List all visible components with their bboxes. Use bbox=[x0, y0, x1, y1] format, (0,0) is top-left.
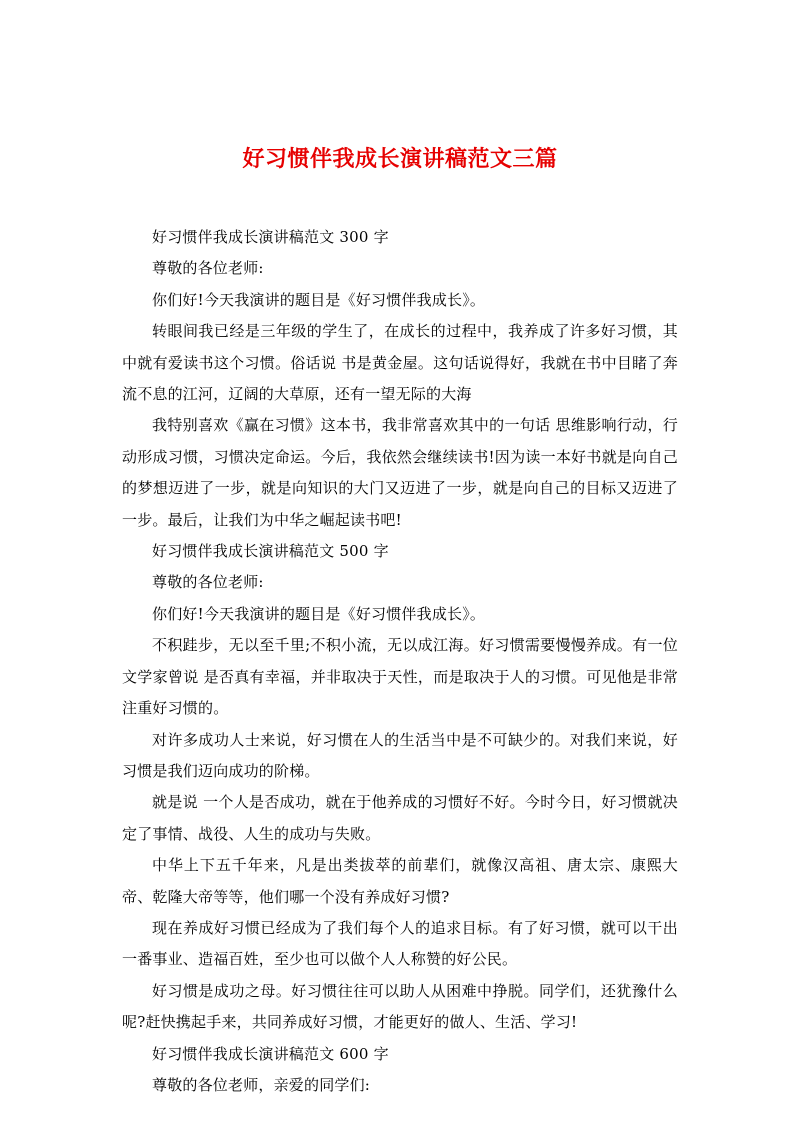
document-title: 好习惯伴我成长演讲稿范文三篇 bbox=[242, 145, 558, 172]
paragraph: 我特别喜欢《赢在习惯》这本书，我非常喜欢其中的一句话 思维影响行动，行动形成习惯，习惯决定命运。今后，我依然会继续读书!因为读一本好书就是向自己的梦想迈进了一步，就是向知识的大门又迈进了一步，就是向自己的目标又迈进了一步。最后，让我们为中华之崛起读书吧! bbox=[122, 416, 678, 529]
paragraph: 中华上下五千年来，凡是出类拔萃的前辈们，就像汉高祖、唐太宗、康熙大帝、乾隆大帝等等，他们哪一个没有养成好习惯? bbox=[122, 856, 678, 906]
paragraph: 现在养成好习惯已经成为了我们每个人的追求目标。有了好习惯，就可以干出一番事业、造福百姓，至少也可以做个人人称赞的好公民。 bbox=[122, 918, 678, 969]
paragraph: 好习惯伴我成长演讲稿范文 600 字 bbox=[152, 1044, 389, 1063]
document-body bbox=[122, 222, 678, 1101]
paragraph: 好习惯伴我成长演讲稿范文 300 字 bbox=[152, 228, 389, 246]
paragraph: 就是说 一个人是否成功，就在于他养成的习惯好不好。今时今日，好习惯就决定了事情、战役、人生的成功与失败。 bbox=[122, 793, 678, 843]
paragraph: 尊敬的各位老师，亲爱的同学们: bbox=[152, 1075, 371, 1094]
paragraph: 你们好!今天我演讲的题目是《好习惯伴我成长》。 bbox=[152, 604, 486, 623]
paragraph: 尊敬的各位老师: bbox=[152, 573, 264, 592]
paragraph: 你们好!今天我演讲的题目是《好习惯伴我成长》。 bbox=[152, 290, 486, 309]
paragraph: 尊敬的各位老师: bbox=[152, 259, 264, 278]
paragraph: 转眼间我已经是三年级的学生了，在成长的过程中，我养成了许多好习惯，其中就有爱读书这个习惯。俗话说 书是黄金屋。这句话说得好，我就在书中目睹了奔流不息的江河，辽阔的大草原，还有一望无际的大海 bbox=[122, 322, 678, 404]
paragraph: 不积跬步，无以至千里;不积小流，无以成江海。好习惯需要慢慢养成。有一位文学家曾说 是否真有幸福，并非取决于天性，而是取决于人的习惯。可见他是非常注重好习惯的。 bbox=[122, 636, 678, 718]
paragraph: 好习惯是成功之母。好习惯往往可以助人从困难中挣脱。同学们，还犹豫什么呢?赶快携起手来，共同养成好习惯，才能更好的做人、生活、学习! bbox=[122, 981, 678, 1032]
paragraph: 对许多成功人士来说，好习惯在人的生活当中是不可缺少的。对我们来说，好习惯是我们迈向成功的阶梯。 bbox=[122, 730, 678, 780]
paragraph: 好习惯伴我成长演讲稿范文 500 字 bbox=[152, 542, 389, 561]
